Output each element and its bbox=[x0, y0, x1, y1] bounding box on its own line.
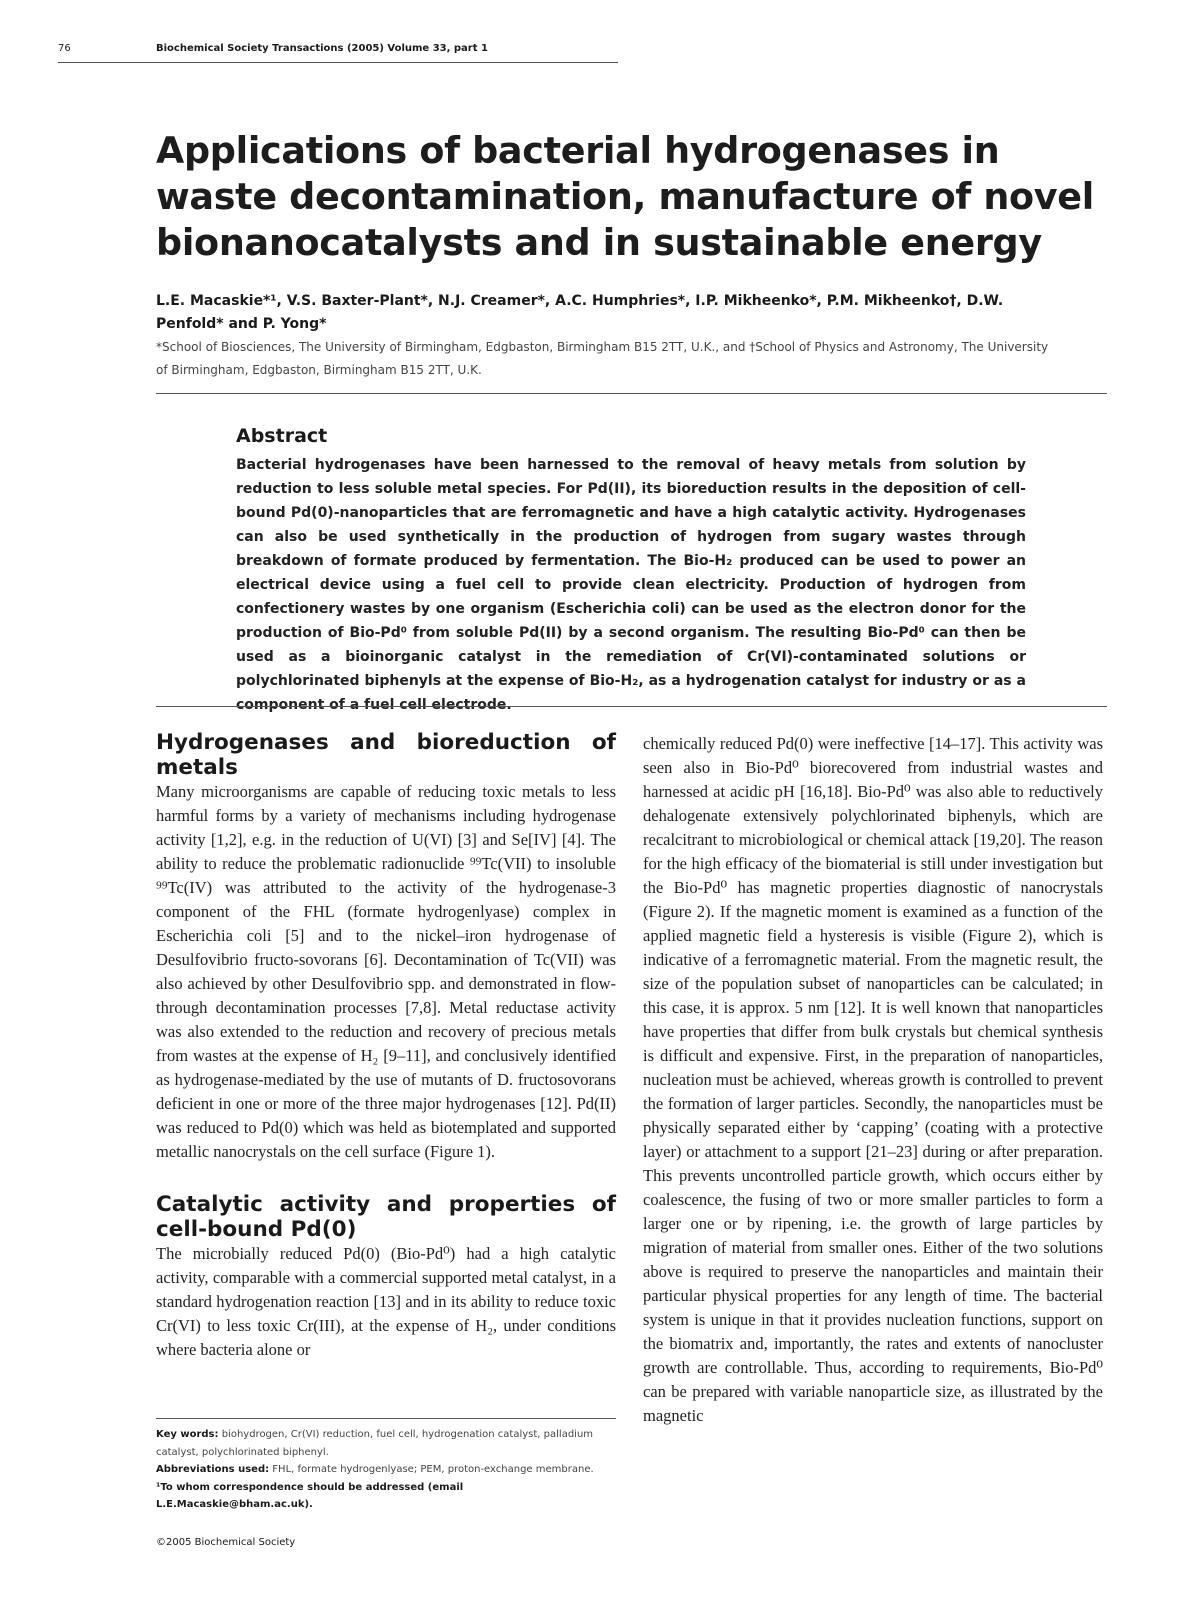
affiliations: *School of Biosciences, The University of Birmingham, Edgbaston, Birmingham B15 2TT, U.K., and †School of Physics and Astronomy, The University of Birmingham, Edgbaston, Birmingham B15 2TT, U.K. bbox=[156, 340, 1049, 377]
correspondence-text: ¹To whom correspondence should be addressed (email L.E.Macaskie@bham.ac.uk). bbox=[156, 1481, 464, 1510]
keywords-note bbox=[156, 1426, 616, 1461]
abbreviations-label: Abbreviations used: bbox=[156, 1464, 270, 1475]
copyright: ©2005 Biochemical Society bbox=[156, 1537, 296, 1548]
left-column bbox=[156, 730, 616, 1362]
keywords-label: Key words: bbox=[156, 1429, 219, 1440]
footnotes bbox=[156, 1426, 616, 1514]
article-title: Applications of bacterial hydrogenases in waste decontamination, manufacture of novel bionanocatalysts and in sustainable energy bbox=[156, 129, 1094, 264]
page-number: 76 bbox=[58, 43, 71, 54]
divider-top bbox=[156, 393, 1107, 394]
abbreviations-text: FHL, formate hydrogenlyase; PEM, proton-exchange membrane. bbox=[272, 1464, 594, 1475]
section-body-hydrogenases: Many microorganisms are capable of reducing toxic metals to less harmful forms by a variety of mechanisms including hydrogenase activity [1,2], e.g. in the reduction of U(VI) [3] and Se[IV] [4]. The ability to reduce the problematic radionuclide ⁹⁹Tc(VII) to insoluble ⁹⁹Tc(IV) was attributed to the activity of the hydrogenase-3 component of the FHL (formate hydrogenlyase) complex in Escherichia coli [5] and to the nickel–iron hydrogenase of Desulfovibrio fructo-sovorans [6]. Decontamination of Tc(VII) was also achieved by other Desulfovibrio spp. and demonstrated in flow-through decontamination processes [7,8]. Metal reductase activity was also extended to the reduction and recovery of precious metals from wastes at the expense of H₂ [9–11], and conclusively identified as hydrogenase-mediated by the use of mutants of D. fructosovorans deficient in one or more of the three major hydrogenases [12]. Pd(II) was reduced to Pd(0) which was held as biotemplated and supported metallic nanocrystals on the cell surface (Figure 1). bbox=[156, 782, 616, 1161]
correspondence-note bbox=[156, 1479, 616, 1514]
right-column-body: chemically reduced Pd(0) were ineffective [14–17]. This activity was seen also in Bio-Pd⁰ biorecovered from industrial wastes and harnessed at acidic pH [16,18]. Bio-Pd⁰ was also able to reductively dehalogenate extensively polychlorinated biphenyls, which are recalcitrant to microbiological or chemical attack [19,20]. The reason for the high efficacy of the biomaterial is still under investigation but the Bio-Pd⁰ has magnetic properties diagnostic of nanocrystals (Figure 2). If the magnetic moment is examined as a function of the applied magnetic field a hysteresis is visible (Figure 2), which is indicative of a ferromagnetic material. From the magnetic result, the size of the population subset of nanoparticles can be calculated; in this case, it is approx. 5 nm [12]. It is well known that nanoparticles have properties that differ from bulk crystals but chemical synthesis is difficult and expensive. First, in the preparation of nanoparticles, nucleation must be achieved, whereas growth is controlled to prevent the formation of larger particles. Secondly, the nanoparticles must be physically separated either by ‘capping’ (coating with a protective layer) or attachment to a support [21–23] during or after preparation. This prevents uncontrolled particle growth, which occurs either by coalescence, the fusing of two or more smaller particles to form a larger one or by ripening, i.e. the growth of large particles by migration of material from smaller ones. Either of the two solutions above is required to preserve the nanoparticles and maintain their particular physical properties for any length of time. The bacterial system is unique in that it provides nucleation functions, support on the biomatrix and, importantly, the rates and extents of nanocluster growth are controllable. Thus, according to requirements, Bio-Pd⁰ can be prepared with variable nanoparticle size, as illustrated by the magnetic bbox=[643, 734, 1103, 1425]
keywords-text: biohydrogen, Cr(VI) reduction, fuel cell, hydrogenation catalyst, palladium catalyst, polychlorinated biphenyl. bbox=[156, 1429, 594, 1458]
abbreviations-note bbox=[156, 1461, 616, 1479]
abstract-heading: Abstract bbox=[236, 425, 328, 447]
running-head bbox=[58, 40, 618, 63]
divider-abstract bbox=[156, 706, 1107, 707]
abstract-text: Bacterial hydrogenases have been harnessed to the removal of heavy metals from solution by reduction to less soluble metal species. For Pd(II), its bioreduction results in the deposition of cell-bound Pd(0)-nanoparticles that are ferromagnetic and have a high catalytic activity. Hydrogenases can also be used synthetically in the production of hydrogen from sugary wastes through breakdown of formate produced by fermentation. The Bio-H₂ produced can be used to power an electrical device using a fuel cell to provide clean electricity. Production of hydrogen from confectionery wastes by one organism (Escherichia coli) can be used as the electron donor for the production of Bio-Pd⁰ from soluble Pd(II) by a second organism. The resulting Bio-Pd⁰ can then be used as a bioinorganic catalyst in the remediation of Cr(VI)-contaminated solutions or polychlorinated biphenyls at the expense of Bio-H₂, as a hydrogenation catalyst for industry or as a component of a fuel cell electrode. bbox=[236, 457, 1026, 713]
section-body-catalytic: The microbially reduced Pd(0) (Bio-Pd⁰) had a high catalytic activity, comparable with a commercial supported metal catalyst, in a standard hydrogenation reaction [13] and in its ability to reduce toxic Cr(VI) to less toxic Cr(III), at the expense of H₂, under conditions where bacteria alone or bbox=[156, 1244, 616, 1359]
journal-citation: Biochemical Society Transactions (2005) Volume 33, part 1 bbox=[156, 43, 488, 54]
section-heading-catalytic: Catalytic activity and properties of cell-bound Pd(0) bbox=[156, 1192, 616, 1242]
section-heading-hydrogenases: Hydrogenases and bioreduction of metals bbox=[156, 730, 616, 780]
author-list: L.E. Macaskie*¹, V.S. Baxter-Plant*, N.J. Creamer*, A.C. Humphries*, I.P. Mikheenko*, P.M. Mikheenko†, D.W. Penfold* and P. Yong* bbox=[156, 293, 1004, 332]
right-column bbox=[643, 732, 1103, 1428]
footnote-divider bbox=[156, 1418, 616, 1419]
